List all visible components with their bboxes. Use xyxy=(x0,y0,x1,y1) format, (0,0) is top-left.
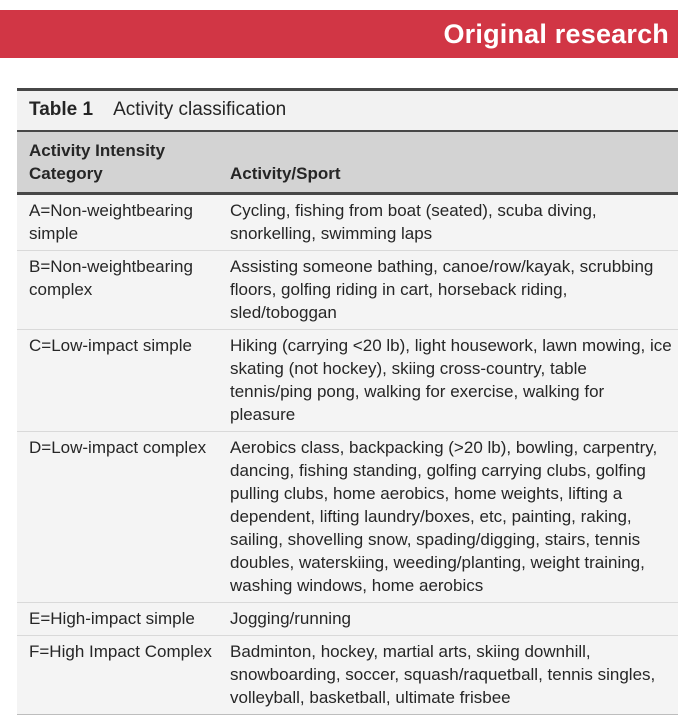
table-row-f xyxy=(17,636,678,715)
table-row-d xyxy=(17,432,678,603)
table-row-c xyxy=(17,330,678,432)
table-caption-title: Activity classification xyxy=(113,99,287,120)
row-activity-cell: Cycling, fishing from boat (seated), scuba diving, snorkelling, swimming laps xyxy=(230,201,597,243)
row-activity-cell: Hiking (carrying <20 lb), light housework, lawn mowing, ice skating (not hockey), skiing cross-country, table tennis/ping pong, walking for exercise, walking for pleasure xyxy=(230,336,672,424)
row-category-cell: A=Non-weightbearing simple xyxy=(29,201,193,243)
row-activity-cell: Badminton, hockey, martial arts, skiing downhill, snowboarding, soccer, squash/raquetball, tennis singles, volleyball, basketball, ultimate frisbee xyxy=(230,642,656,707)
row-category-cell: B=Non-weightbearing complex xyxy=(29,257,193,299)
row-activity-cell: Aerobics class, backpacking (>20 lb), bowling, carpentry, dancing, fishing standing, golfing carrying clubs, golfing pulling clubs, home aerobics, home weights, lifting a dependent, lifting laundry/boxes, etc, painting, raking, sailing, shovelling snow, spading/digging, stairs, tennis doubles, waterskiing, weeding/planting, weight training, washing windows, home aerobics xyxy=(230,438,658,595)
column-header-category: Activity Intensity Category xyxy=(29,141,166,183)
row-activity-cell: Assisting someone bathing, canoe/row/kayak, scrubbing floors, golfing riding in cart, horseback riding, sled/toboggan xyxy=(230,257,654,322)
row-category-cell: D=Low-impact complex xyxy=(29,438,207,457)
column-header-activity: Activity/Sport xyxy=(230,164,341,183)
row-category-cell: F=High Impact Complex xyxy=(29,642,212,661)
activity-classification-table xyxy=(17,88,678,715)
table-row-b xyxy=(17,251,678,330)
banner-label: Original research xyxy=(443,18,669,49)
original-research-banner xyxy=(0,10,678,58)
row-activity-cell: Jogging/running xyxy=(230,609,351,628)
row-category-cell: C=Low-impact simple xyxy=(29,336,192,355)
row-category-cell: E=High-impact simple xyxy=(29,609,195,628)
table-row-e xyxy=(17,603,678,636)
table-header-row xyxy=(17,130,678,195)
table-row-a xyxy=(17,195,678,251)
table-caption-label: Table 1 xyxy=(29,99,94,120)
table-caption xyxy=(17,88,678,130)
